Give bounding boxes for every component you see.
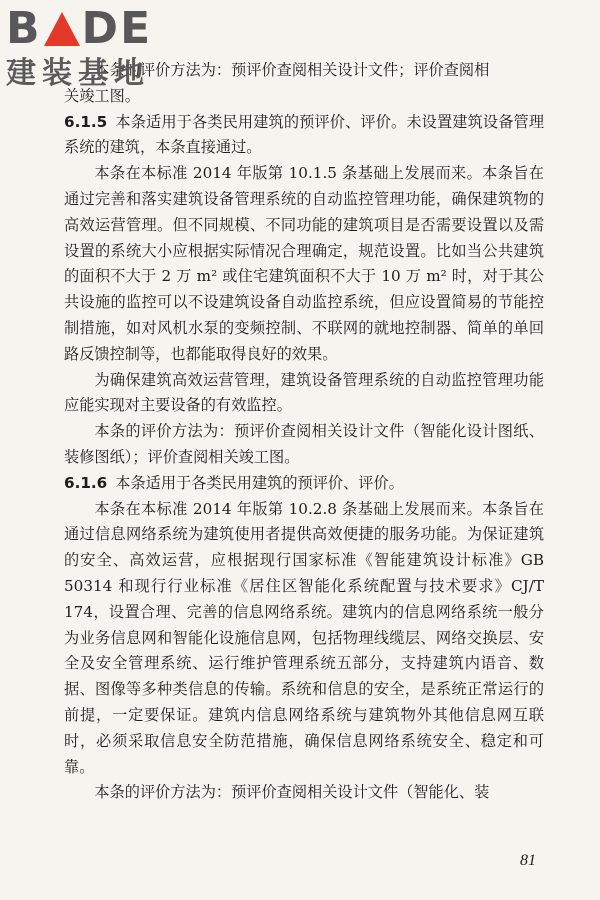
section-title: 本条适用于各类民用建筑的预评价、评价。未设置建筑设备管理系统的建筑，本条直接通过。 bbox=[64, 112, 544, 157]
brand-text-pre: B bbox=[6, 3, 42, 54]
section-6-1-6-paragraph-1: 本条在本标准 2014 年版第 10.2.8 条基础上发展而来。本条旨在通过信息网络系统为建筑使用者提供高效便捷的服务功能。为保证建筑的安全、高效运营，应根据现行国家标准《智能建筑设计标准》GB 50314 和现行行业标准《居住区智能化系统配置与技术要求》CJ/T 174，设置合理、完善的信息网络系统。建筑内的信息网络系统一般分为业务信息网和智能化设施信息网，包括物理线缆层、网络交换层、安全及安全管理系统、运行维护管理系统五部分，支持建筑内语音、数据、图像等多种类信息的传输。系统和信息的安全，是系统正常运行的前提，一定要保证。建筑内信息网络系统与建筑物外其他信息网互联时，必须采取信息安全防范措施，确保信息网络系统安全、稳定和可靠。 bbox=[64, 499, 544, 776]
brand-subtitle: 建装基地 bbox=[6, 56, 150, 91]
brand-text-post: DE bbox=[81, 3, 153, 54]
section-6-1-6-paragraph-2: 本条的评价方法为：预评价查阅相关设计文件（智能化、装 bbox=[94, 783, 490, 802]
section-6-1-5-paragraph-2: 为确保建筑高效运营管理，建筑设备管理系统的自动监控管理功能应能实现对主要设备的有效监控。 bbox=[64, 370, 544, 415]
section-title: 本条适用于各类民用建筑的预评价、评价。 bbox=[115, 473, 404, 492]
page-number: 81 bbox=[520, 852, 536, 869]
section-6-1-6-heading bbox=[64, 471, 544, 497]
section-number: 6.1.5 bbox=[64, 112, 108, 131]
intro-line-2: 关竣工图。 bbox=[64, 86, 140, 105]
bade-watermark-logo bbox=[6, 4, 152, 92]
section-6-1-5-paragraph-3: 本条的评价方法为：预评价查阅相关设计文件（智能化设计图纸、装修图纸）；评价查阅相关竣工图。 bbox=[64, 422, 544, 466]
intro-line-1: 本条的评价方法为：预评价查阅相关设计文件；评价查阅相 bbox=[94, 61, 490, 79]
section-6-1-5-paragraph-1: 本条在本标准 2014 年版第 10.1.5 条基础上发展而来。本条旨在通过完善和落实建筑设备管理系统的自动监控管理功能，确保建筑物的高效运营管理。但不同规模、不同功能的建筑项目是否需要设置以及需设置的系统大小应根据实际情况合理确定，规范设置。比如当公共建筑的面积不大于 2 万 m² 或住宅建筑面积不大于 10 万 m² 时，对于其公共设施的监控可以不设建筑设备自动监控系统，但应设置简易的节能控制措施，如对风机水泵的变频控制、不联网的就地控制器、简单的单回路反馈控制等，也都能取得良好的效果。 bbox=[64, 164, 544, 363]
brand-wordmark bbox=[6, 4, 152, 54]
section-number: 6.1.6 bbox=[64, 473, 108, 492]
brand-triangle-a-icon bbox=[44, 12, 80, 46]
page-body bbox=[64, 58, 544, 806]
section-6-1-5-heading bbox=[64, 110, 544, 162]
